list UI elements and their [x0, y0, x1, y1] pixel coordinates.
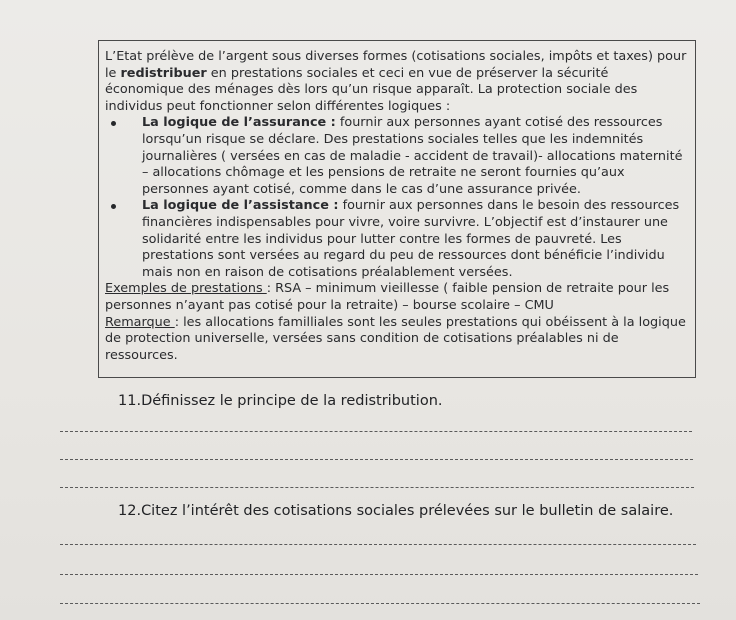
examples-label: Exemples de prestations [105, 281, 267, 297]
logic-list [105, 115, 687, 281]
remark-paragraph: Remarque : les allocations familliales sont les seules prestations qui obéissent à la logique de protection universelle, versées sans condition de cotisations préalables ni de ressources. [105, 314, 686, 363]
bullet-icon [111, 204, 116, 209]
intro-paragraph: L’Etat prélève de l’argent sous diverses formes (cotisations sociales, impôts et taxes) pour le redistribuer en prestations sociales et ceci en vue de préserver la sécurité économique des ménages dès lors qu’un risque apparaît. La protection sociale des individus peut fonctionner selon différentes logiques : [105, 49, 687, 114]
list-item-assurance: La logique de l’assurance : fournir aux personnes ayant cotisé des ressources lorsqu’un risque se déclare. Des prestations sociales telles que les indemnités journalières ( versées en cas de maladie - accident de travail)- allocations maternité – allocations chômage et les pensions de retraite ne seront fournies qu’aux personnes ayant cotisé, comme dans le cas d’une assurance privée. [105, 115, 687, 198]
document-box [98, 40, 696, 378]
bullet-icon [111, 121, 116, 126]
answer-line-12a[interactable] [60, 544, 696, 545]
examples-paragraph: Exemples de prestations : RSA – minimum vieillesse ( faible pension de retraite pour les personnes n’ayant pas cotisé pour la retraite) – bourse scolaire – CMU [105, 281, 670, 313]
answer-line-11b[interactable] [60, 459, 693, 460]
answer-line-12b[interactable] [60, 574, 698, 575]
remark-label: Remarque [105, 314, 175, 330]
answer-line-11c[interactable] [60, 487, 694, 488]
list-item-assistance: La logique de l’assistance : fournir aux personnes dans le besoin des ressources financières indispensables pour vivre, voire survivre. L’objectif est d’instaurer une solidarité entre les individus pour lutter contre les formes de pauvreté. Les prestations sont versées au regard du peu de ressources dont bénéficie l’individu mais non en raison de cotisations préalablement versées. [105, 198, 687, 281]
question-11: 11.Définissez le principe de la redistribution. [118, 393, 443, 409]
question-12: 12.Citez l’intérêt des cotisations sociales prélevées sur le bulletin de salaire. [118, 503, 674, 519]
keyword-redistribuer: redistribuer [120, 65, 207, 81]
answer-line-12c[interactable] [60, 603, 700, 604]
answer-line-11a[interactable] [60, 431, 692, 432]
